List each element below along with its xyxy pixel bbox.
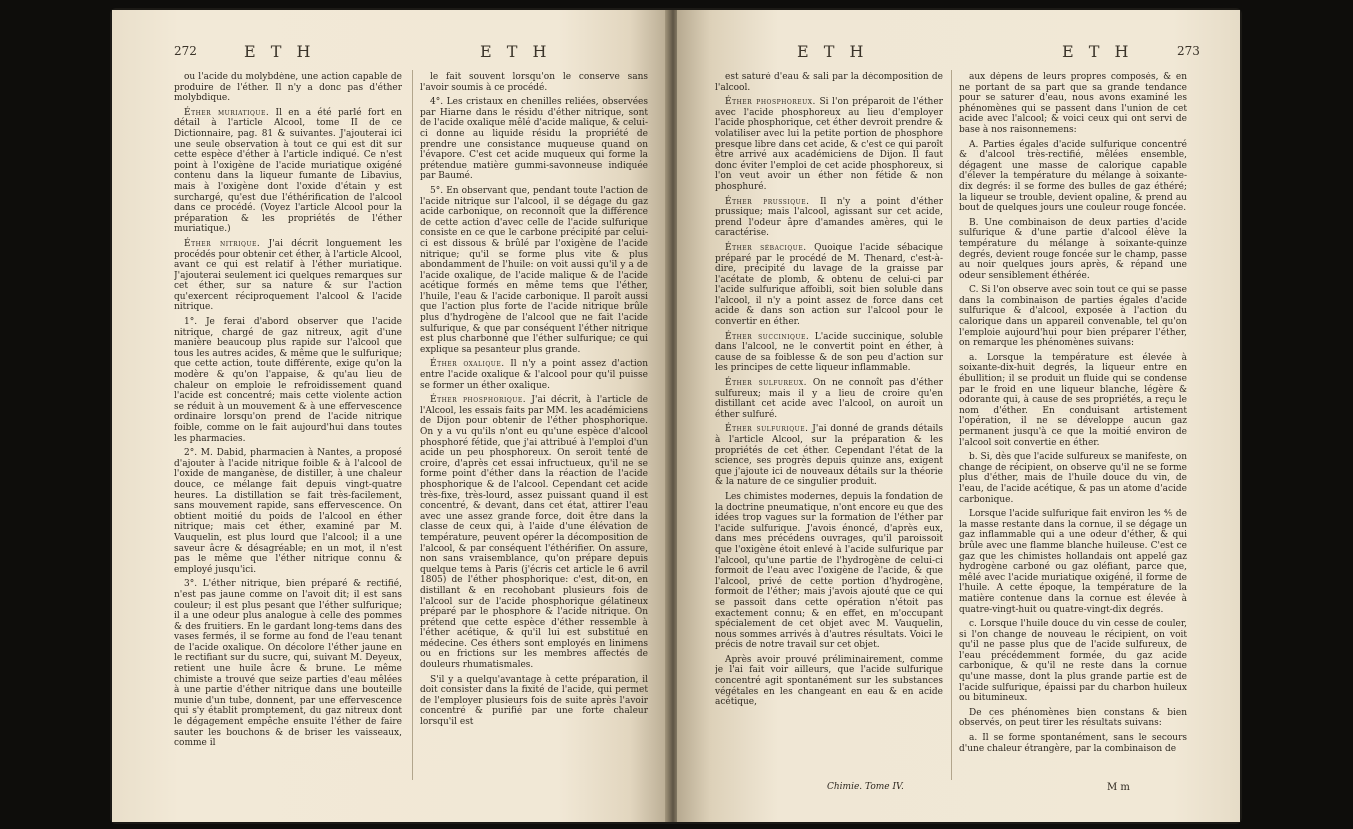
paragraph <box>174 448 402 575</box>
paragraph <box>174 72 402 104</box>
paragraph-text: Il n'y a point assez d'action entre l'acide oxalique & l'alcool pour qu'il puisse se former un éther oxalique. <box>420 359 648 391</box>
paragraph-text: 4°. Les cristaux en chenilles reliées, observées par Hiarne dans le résidu d'éther nitrique, sont de l'acide oxalique mêlé d'acide malique, & celui-ci donne au liquide résidu la propriété de prendre une consistance muqueuse quand on l'évapore. C'est cet acide muqueux qui forme la prétendue matière gummi-savonneuse indiquée par Baumé. <box>420 97 648 182</box>
paragraph-text: On ne connoît pas d'éther sulfureux; mais il y a lieu de croire qu'en distillant cet acide avec l'alcool, on auroit un éther sulfuré. <box>715 378 943 420</box>
right-running-head-left: E T H <box>797 42 869 61</box>
paragraph-text: C. Si l'on observe avec soin tout ce qui se passe dans la combinaison de parties égales d'acide sulfurique & d'alcool, exposée à l'action du calorique dans un appareil convenable, tel qu'on l'emploie aujourd'hui pour bien préparer l'éther, on remarque les phénomènes suivans: <box>959 285 1187 349</box>
entry-heading: Éther phosphoreux. <box>725 97 816 108</box>
paragraph <box>715 424 943 488</box>
paragraph <box>174 239 402 313</box>
paragraph-text: ou l'acide du molybdène, une action capable de produire de l'éther. Il n'y a donc pas d'éther molybdique. <box>174 72 402 104</box>
paragraph <box>715 97 943 192</box>
paragraph <box>715 378 943 420</box>
right-page <box>677 10 1240 822</box>
left-column-1 <box>174 72 402 777</box>
paragraph <box>959 452 1187 505</box>
paragraph <box>959 619 1187 704</box>
paragraph-text: a. Il se forme spontanément, sans le secours d'une chaleur étrangère, par la combinaison de <box>959 733 1187 754</box>
paragraph <box>959 708 1187 729</box>
paragraph-text: Si l'on préparoit de l'éther avec l'acide phosphoreux au lieu d'employer l'acide phosphorique, cet éther devroit prendre & volatiliser avec lui la petite portion de phosphore presque libre dans cet acide, & c'est ce qui paroît être arrivé aux académiciens de Dijon. Il faut donc éviter l'emploi de cet acide phosphoreux, si l'on veut avoir un éther non fétide & non phosphuré. <box>715 97 943 192</box>
paragraph <box>420 675 648 728</box>
paragraph-text: est saturé d'eau & sali par la décomposition de l'alcool. <box>715 72 943 93</box>
left-running-head-right: E T H <box>480 42 552 61</box>
paragraph-text: Il en a été parlé fort en détail à l'article Alcool, tome II de ce Dictionnaire, pag. 81 & suivantes. J'ajouterai ici une seule observation à tout ce qui est dit sur cette espèce d'éther à l'article indiqué. Ce n'est point à l'oxigène de l'acide muriatique oxigéné contenu dans la liqueur fumante de Libavius, mais à l'oxigène dont l'oxide d'étain y est surchargé, qu'est due l'éthérification de l'alcool dans ce procédé. (Voyez l'article Alcool pour la préparation & les propriétés de l'éther muriatique.) <box>174 107 402 235</box>
paragraph <box>959 218 1187 282</box>
paragraph <box>420 395 648 670</box>
entry-heading: Éther nitrique. <box>184 238 261 249</box>
paragraph <box>959 140 1187 214</box>
paragraph-text: c. Lorsque l'huile douce du vin cesse de couler, si l'on change de nouveau le récipient, on voit qu'il ne passe plus que de l'acide sulfureux, de l'eau précédemment formée, du gaz acide carbonique, & qu'il ne reste dans la cornue qu'une masse, dont la plus grande partie est de l'acide sulfurique, épaissi par du charbon huileux ou bitumineux. <box>959 619 1187 704</box>
paragraph-text: L'acide succinique, soluble dans l'alcool, ne le convertit point en éther, à cause de sa foiblesse & de son peu d'action sur les principes de cette liqueur inflammable. <box>715 331 943 374</box>
paragraph-text: De ces phénomènes bien constans & bien observés, on peut tirer les résultats suivans: <box>959 707 1187 729</box>
paragraph <box>715 332 943 374</box>
entry-heading: Éther prussique. <box>725 196 810 207</box>
paragraph-text: 1°. Je ferai d'abord observer que l'acide nitrique, chargé de gaz nitreux, agit d'une manière beaucoup plus rapide sur l'alcool que tous les autres acides, & même que le sulfurique; que cette action, toute différente, exige qu'on la modère & qu'on l'appaise, & qu'au lieu de chaleur on emploie le refroidissement quand l'acide est concentré; mais cette violente action se réduit à un mouvement & à une effervescence ordinaire lorsqu'on prend de l'acide nitrique foible, comme on le fait aujourd'hui dans toutes les pharmacies. <box>174 317 402 444</box>
paragraph-text: Il n'y a point d'éther prussique; mais l'alcool, agissant sur cet acide, prend l'odeur âpre d'amandes amères, qui le caractérise. <box>715 196 943 239</box>
paragraph-text: J'ai décrit, à l'article de l'Alcool, les essais faits par MM. les académiciens de Dijon pour obtenir de l'éther phosphorique. On y a vu qu'ils n'ont eu qu'une espèce d'alcool phosphoré fétide, que j'ai attribué à l'emploi d'un acide un peu phosphoreux. On seroit tenté de croire, d'après cet essai infructueux, qu'il ne se forme point d'éther dans la réaction de l'acide phosphorique & de l'alcool. Cependant cet acide très-fixe, très-lourd, assez puissant quand il est concentré, & devant, dans cet état, attirer l'eau avec une assez grande force, doit être dans la classe de ceux qui, à l'aide d'une élévation de température, peuvent opérer la décomposition de l'alcool, & par conséquent l'éthérifier. On assure, non sans vraisemblance, qu'on prépare depuis quelque tems à Paris (j'écris cet article le 6 avril 1805) de l'éther phosphorique: c'est, dit-on, en distillant & en recohobant plusieurs fois de l'alcool sur de l'acide phosphorique gélatineux préparé par le phosphore & l'acide nitrique. On prétend que cette espèce d'éther ressemble à l'éther acétique, & qu'il lui est substitué en médecine. Ces éthers sont employés en linimens ou en frictions sur les membres affectés de douleurs rhumatismales. <box>420 395 648 671</box>
paragraph-text: 5°. En observant que, pendant toute l'action de l'acide nitrique sur l'alcool, il se dégage du gaz acide carbonique, on reconnoît que la différence de cette action d'avec celle de l'acide sulfurique consiste en ce que le carbone précipité par celui-ci est dissous & brûlé par l'oxigène de l'acide nitrique; qu'il se forme plus vite & plus abondamment de l'huile: on voit aussi qu'il y a de l'acide oxalique, de l'acide malique & de l'acide acétique formés en même tems que l'éther, l'huile, l'eau & l'acide carbonique. Il paroît aussi que l'action plus forte de l'acide nitrique brûle plus d'hydrogène de l'alcool que ne fait l'acide sulfurique, & que par conséquent l'éther nitrique est plus charbonné que l'éther sulfurique; ce qui explique sa pesanteur plus grande. <box>420 185 648 355</box>
paragraph <box>715 492 943 651</box>
paragraph <box>959 733 1187 754</box>
paragraph <box>715 655 943 708</box>
paragraph-text: S'il y a quelqu'avantage à cette préparation, il doit consister dans la fixité de l'acide, qui permet de l'employer plusieurs fois de suite après l'avoir concentré & purifié par une forte chaleur lorsqu'il est <box>420 674 648 728</box>
paragraph <box>420 97 648 182</box>
right-footer-signature: Chimie. Tome IV. <box>827 782 904 792</box>
right-column-rule <box>951 70 952 780</box>
entry-heading: Éther sulfurique. <box>725 424 809 435</box>
right-page-number: 273 <box>1177 44 1200 58</box>
paragraph-text: J'ai décrit longuement les procédés pour obtenir cet éther, à l'article Alcool, avant ce qui est relatif à l'éther muriatique. J'ajouterai seulement ici quelques remarques sur cet éther, sur sa nature & sur l'action qu'exercent réciproquement l'alcool & l'acide nitrique. <box>174 238 402 313</box>
paragraph <box>959 353 1187 448</box>
paragraph <box>715 197 943 239</box>
left-page-number: 272 <box>174 44 197 58</box>
paragraph-text: a. Lorsque la température est élevée à soixante-dix-huit degrés, la liqueur entre en ébullition; il se produit un fluide qui se condense par le froid en une liqueur blanche, légère & odorante qui, à cause de ses propriétés, a reçu le nom d'éther. En conduisant artistement l'opération, il ne se développe aucun gaz permanent jusqu'à ce que la moitié environ de l'alcool soit convertie en éther. <box>959 352 1187 448</box>
paragraph <box>174 579 402 749</box>
paragraph-text: A. Parties égales d'acide sulfurique concentré & d'alcool très-rectifié, mêlées ensemble, dégagent une masse de calorique capable d'élever la température du mélange à soixante-dix degrés: il se forme des bulles de gaz éthéré; la liqueur se trouble, devient opaline, & prend au bout de quelques jours une couleur rouge foncée. <box>959 139 1187 214</box>
entry-heading: Éther oxalique. <box>430 359 505 370</box>
left-running-head: E T H <box>244 42 316 61</box>
left-page <box>112 10 669 822</box>
paragraph <box>959 72 1187 136</box>
paragraph-text: Les chimistes modernes, depuis la fondation de la doctrine pneumatique, n'ont encore eu que des idées trop vagues sur la formation de l'éther par l'acide sulfurique. J'avois énoncé, d'après eux, dans mes précédens ouvrages, qu'il paroissoit que l'oxigène étoit enlevé à l'acide sulfurique par l'alcool, qu'une partie de l'hydrogène de celui-ci formoit de l'eau avec l'oxigène de l'acide, & que l'alcool, privé de cette portion d'hydrogène, formoit de l'éther; mais j'avois ajouté que ce qui se passoit dans cette opération n'étoit pas exactement connu; & en effet, en m'occupant spécialement de cet objet avec M. Vauquelin, nous sommes arrivés à d'autres résultats. Voici le précis de notre travail sur cet objet. <box>715 491 943 651</box>
paragraph <box>174 108 402 235</box>
paragraph <box>420 359 648 391</box>
paragraph-text: 2°. M. Dabid, pharmacien à Nantes, a proposé d'ajouter à l'acide nitrique foible & à l'alcool de l'oxide de manganèse, de distiller, à une chaleur douce, ce mélange fait depuis vingt-quatre heures. La distillation se fait très-facilement, sans mouvement rapide, sans effervescence. On obtient moitié du poids de l'alcool en éther nitrique; mais cet éther, examiné par M. Vauquelin, est plus lourd que l'alcool; il a une saveur âcre & désagréable; en un mot, il n'est pas le même que l'éther nitrique connu & employé jusqu'ici. <box>174 448 402 575</box>
paragraph-text: Quoique l'acide sébacique préparé par le procédé de M. Thenard, c'est-à-dire, précipité du lavage de la graisse par l'acétate de plomb, & obtenu de celui-ci par l'acide sulfurique affoibli, soit bien soluble dans l'alcool, il n'y a point assez de force dans cet acide & dans son action sur l'alcool pour le convertir en éther. <box>715 242 943 328</box>
entry-heading: Éther muriatique. <box>184 107 270 118</box>
entry-heading: Éther phosphorique. <box>430 395 527 406</box>
right-page-header <box>677 44 1240 64</box>
paragraph <box>715 243 943 328</box>
book-spread <box>112 10 1240 822</box>
paragraph <box>174 317 402 444</box>
paragraph-text: 3°. L'éther nitrique, bien préparé & rectifié, n'est pas jaune comme on l'avoit dit; il est sans couleur; il est plus pesant que l'éther sulfurique; il a une odeur plus analogue à celle des pommes & des fruitiers. En le gardant long-tems dans des vases fermés, il se forme au fond de l'eau tenant de l'acide oxalique. On décolore l'éther jaune en le rectifiant sur du sucre, qui, suivant M. Deyeux, retient une huile âcre & brune. Le même chimiste a trouvé que seize parties d'eau mêlées à une partie d'éther nitrique dans une bouteille munie d'un tube, donnent, par une effervescence qui s'y établit promptement, du gaz nitreux dont le dégagement empêche ensuite l'éther de faire sauter les bouchons & de briser les vaisseaux, comme il <box>174 579 402 749</box>
paragraph <box>959 285 1187 349</box>
paragraph-text: J'ai donné de grands détails à l'article Alcool, sur la préparation & les propriétés de cet éther. Cependant l'état de la science, ses progrès depuis quinze ans, exigent que j'ajoute ici de nouveaux détails sur la théorie & la nature de ce singulier produit. <box>715 424 943 488</box>
paragraph-text: aux dépens de leurs propres composés, & en ne portant de sa part que sa grande tendance pour se saturer d'eau, nous avons examiné les phénomènes qui se passent dans l'union de cet acide avec l'alcool; & voici ceux qui ont servi de base à nos raisonnemens: <box>959 72 1187 135</box>
left-column-2 <box>420 72 648 777</box>
paragraph-text: B. Une combinaison de deux parties d'acide sulfurique & d'une partie d'alcool élève la température du mélange à soixante-quinze degrés, devient rouge foncée sur le champ, passe au noir quelques jours après, & répand une odeur sensiblement éthérée. <box>959 217 1187 281</box>
right-footer-gathering: M m <box>1107 782 1130 793</box>
paragraph <box>715 72 943 93</box>
paragraph-text: le fait souvent lorsqu'on le conserve sans l'avoir soumis à ce procédé. <box>420 72 648 93</box>
paragraph-text: Lorsque l'acide sulfurique fait environ les ⅘ de la masse restante dans la cornue, il se dégage un gaz inflammable qui a une odeur d'éther, & qui brûle avec une flamme blanche huileuse. C'est ce gaz que les chimistes hollandais ont appelé gaz hydrogène carboné ou gaz oléfiant, parce que, mêlé avec l'acide muriatique oxigéné, il forme de l'huile. A cette époque, la température de la matière contenue dans la cornue est élevée à quatre-vingt-huit ou quatre-vingt-dix degrés. <box>959 509 1187 615</box>
paragraph <box>420 186 648 356</box>
left-column-rule <box>412 70 413 780</box>
right-column-1 <box>715 72 943 777</box>
left-page-header <box>112 44 669 64</box>
entry-heading: Éther sébacique. <box>725 242 807 253</box>
entry-heading: Éther sulfureux. <box>725 378 808 389</box>
paragraph <box>959 509 1187 615</box>
right-running-head: E T H <box>1062 42 1134 61</box>
paragraph <box>420 72 648 93</box>
paragraph-text: b. Si, dès que l'acide sulfureux se manifeste, on change de récipient, on observe qu'il ne se forme plus d'éther, mais de l'huile douce du vin, de l'eau, de l'acide acétique, & pas un atome d'acide carbonique. <box>959 452 1187 505</box>
entry-heading: Éther succinique. <box>725 331 810 342</box>
paragraph-text: Après avoir prouvé préliminairement, comme je l'ai fait voir ailleurs, que l'acide sulfurique concentré agit spontanément sur les substances végétales en les changeant en eau & en acide acétique, <box>715 654 943 708</box>
right-column-2 <box>959 72 1187 777</box>
